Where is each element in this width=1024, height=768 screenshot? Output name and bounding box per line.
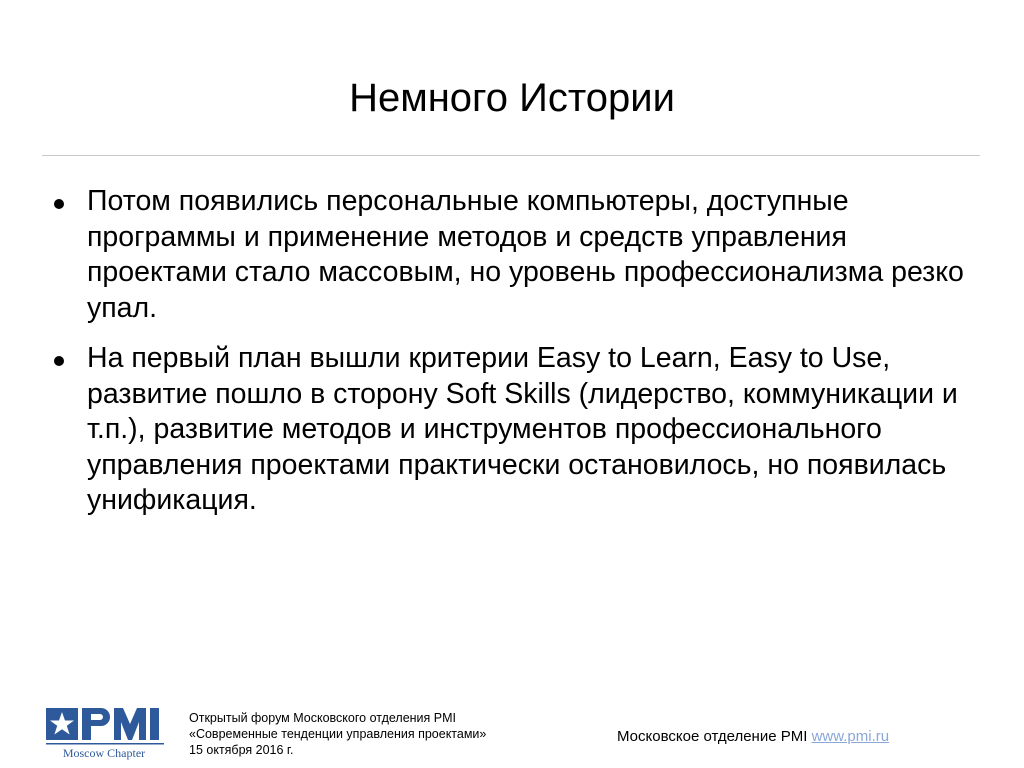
forum-date: 15 октября 2016 г. xyxy=(189,743,294,757)
bullet-dot-icon xyxy=(54,356,64,366)
forum-name: Открытый форум Московского отделения PMI xyxy=(189,711,456,725)
forum-theme: «Современные тенденции управления проектами» xyxy=(189,727,487,741)
bullet-text: Потом появились персональные компьютеры, доступные программы и применение методов и средств управления проектами стало массовым, но уровень профессионализма резко упал. xyxy=(87,185,964,324)
title-divider xyxy=(42,155,980,156)
bullet-list xyxy=(52,184,992,534)
chapter-label: Московское отделение PMI xyxy=(617,728,808,745)
pmi-logo-icon xyxy=(44,706,170,760)
forum-info xyxy=(189,710,486,758)
bullet-dot-icon xyxy=(54,199,64,209)
bullet-text: На первый план вышли критерии Easy to Learn, Easy to Use, развитие пошло в сторону Soft Skills (лидерство, коммуникации и т.п.), развитие методов и инструментов профессионального управления проектами практически остановилось, но появилась унификация. xyxy=(87,342,958,516)
svg-text:Moscow Chapter: Moscow Chapter xyxy=(62,746,146,760)
bullet-item xyxy=(52,341,992,519)
chapter-footer xyxy=(617,727,889,747)
slide-title: Немного Истории xyxy=(349,76,675,120)
chapter-website-link[interactable]: www.pmi.ru xyxy=(811,728,890,745)
pmi-moscow-chapter-logo xyxy=(44,706,170,760)
bullet-item xyxy=(52,184,992,326)
